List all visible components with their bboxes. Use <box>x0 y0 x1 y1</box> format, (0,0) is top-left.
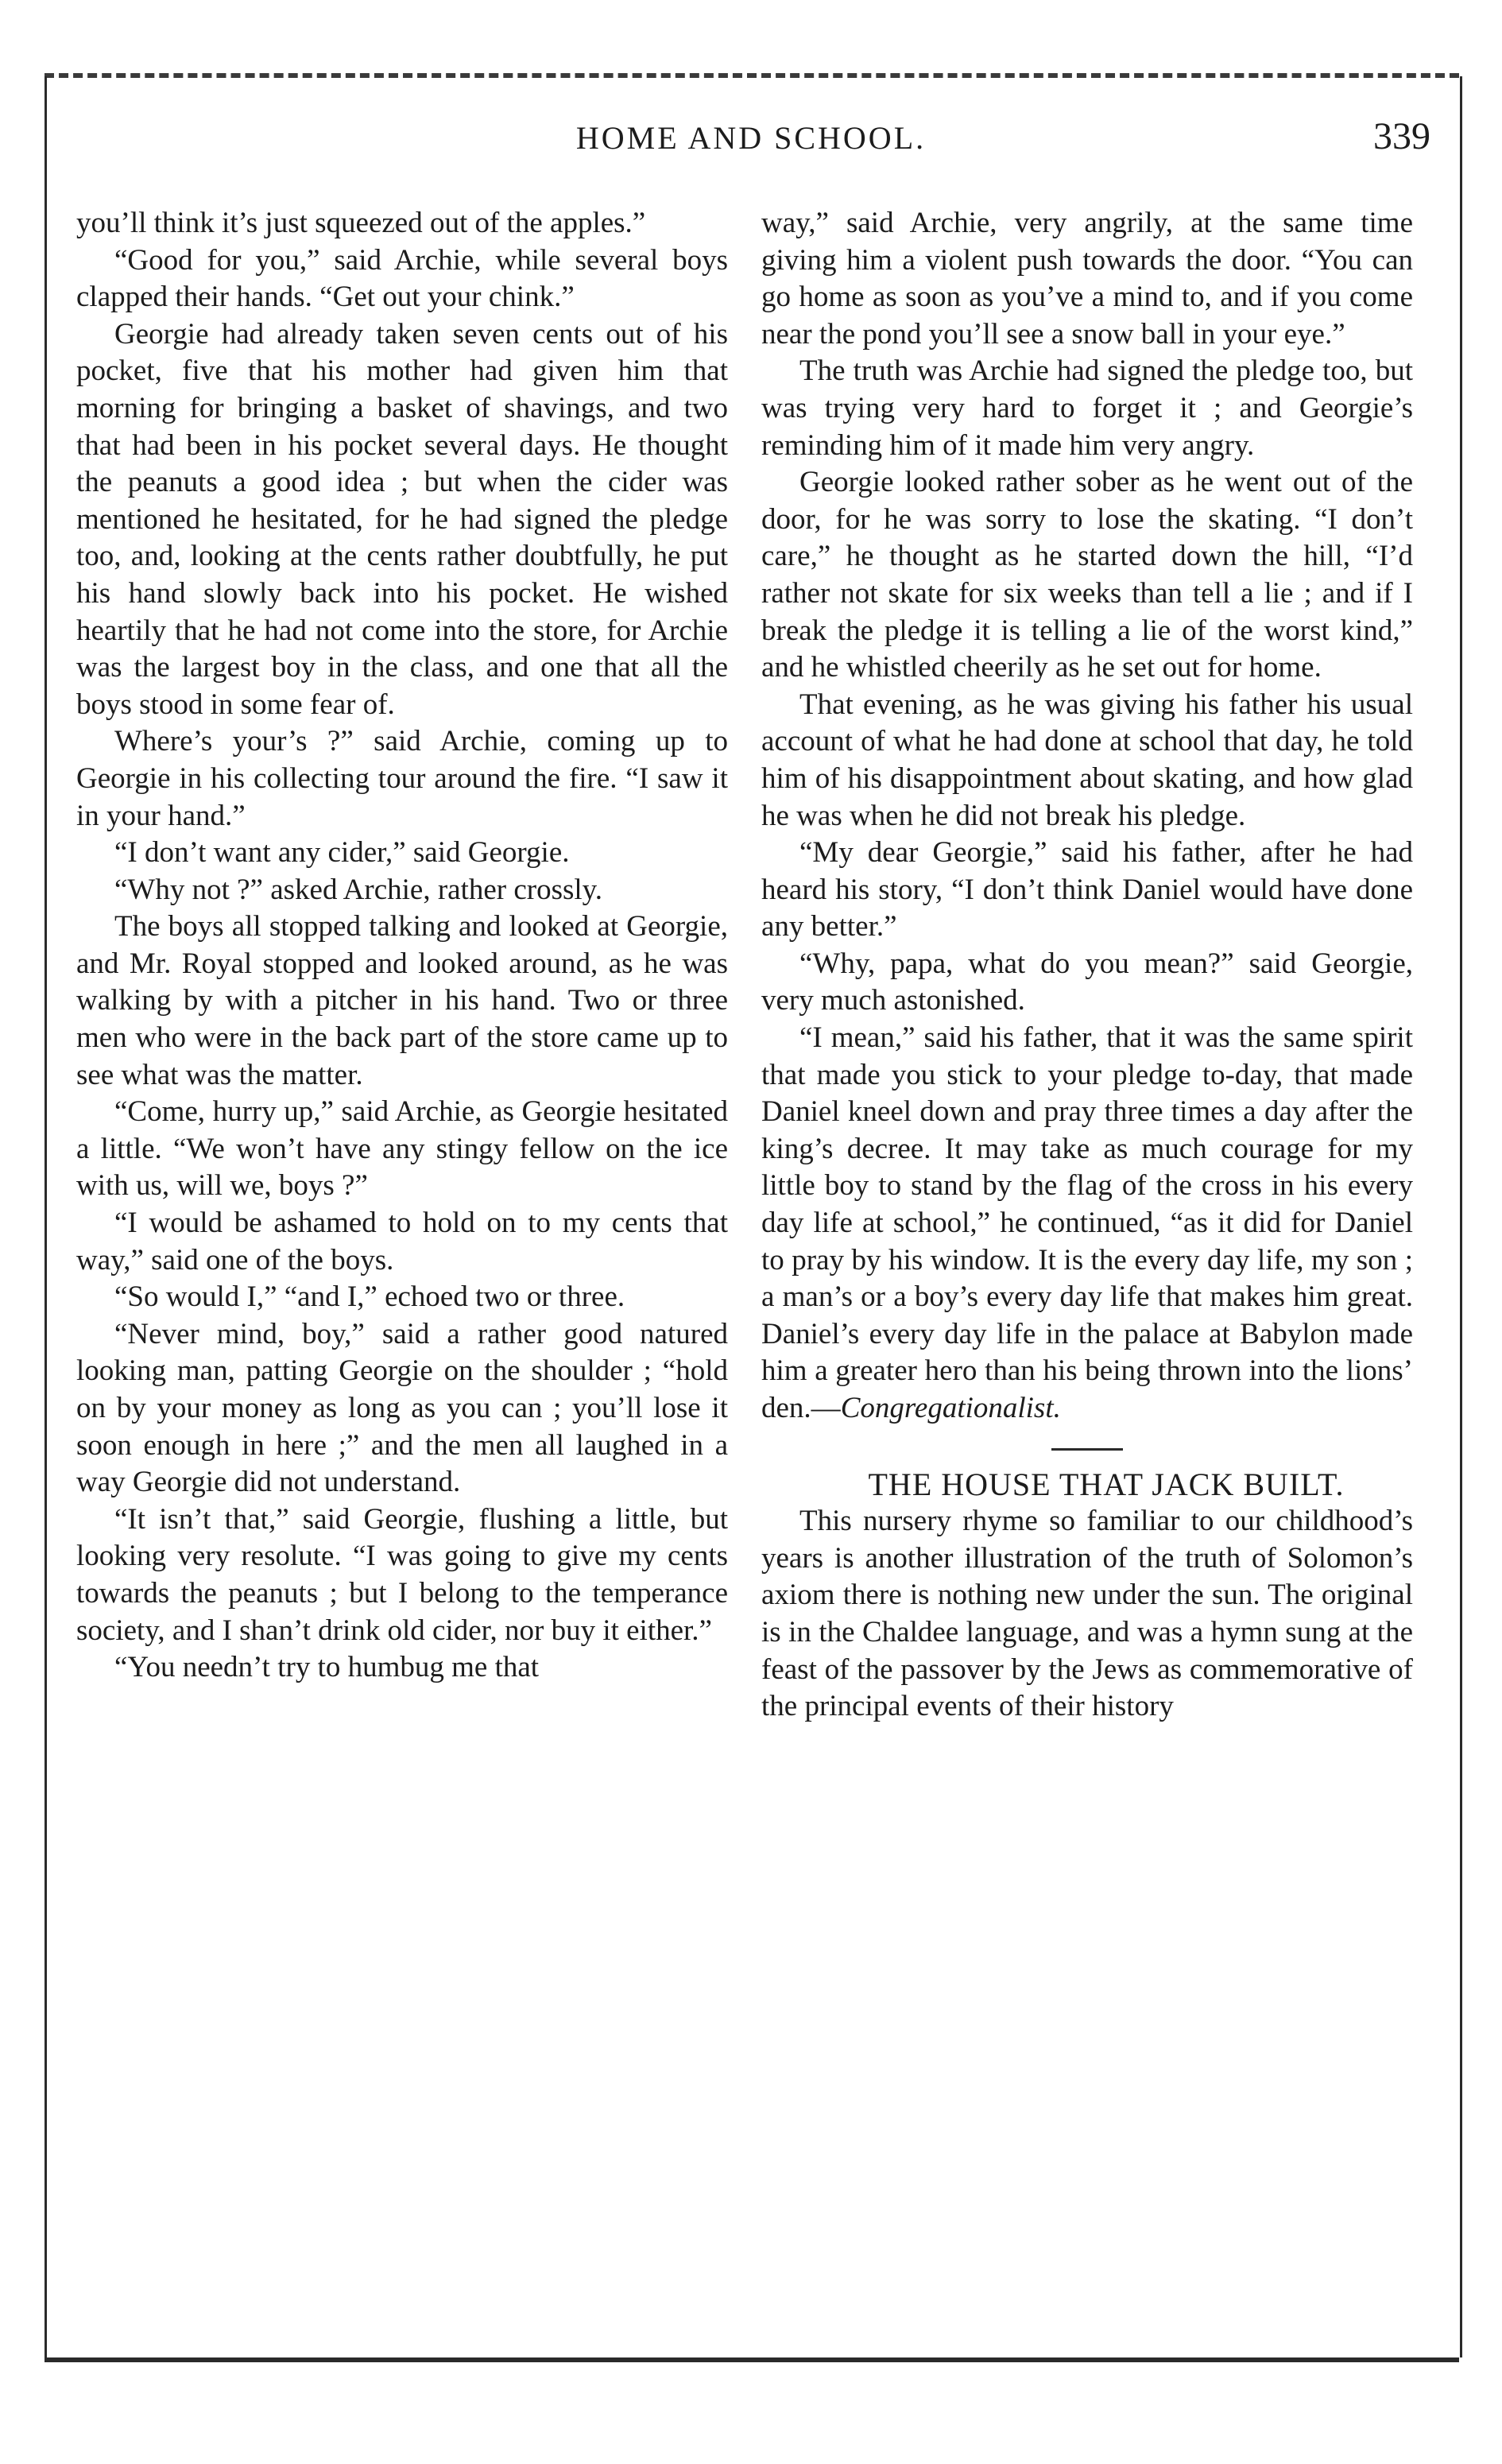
bottom-rule <box>45 2357 1459 2362</box>
paragraph: “Good for you,” said Archie, while several boys clapped their hands. “Get out your chink.” <box>76 243 728 314</box>
paragraph: This nursery rhyme so familiar to our childhood’s years is another illustration of the truth of Solomon’s axiom there is nothing new under the sun. The original is in the Chaldee language, and was a hymn sung at the feast of the passover by the Jews as commemorative of the principal events of their history <box>761 1505 1413 1723</box>
running-head-title: HOME AND SCHOOL. <box>575 120 927 156</box>
source-signature: Congregationalist. <box>840 1392 1061 1424</box>
paragraph: Georgie looked rather sober as he went out of the door, for he was sorry to lose the skating. “I don’t care,” he thought as he started down the hill, “I’d rather not skate for six weeks than tell a lie ; and if I break the pledge it is telling a lie of the worst kind,” and he whistled cheerily as he set out for home. <box>761 466 1413 684</box>
paragraph: The truth was Archie had signed the pledge too, but was trying very hard to forget it ; and Georgie’s reminding him of it made him very angry. <box>761 354 1413 462</box>
paragraph: “You needn’t try to humbug me that <box>114 1651 540 1684</box>
paragraph: “So would I,” “and I,” echoed two or three. <box>114 1280 625 1314</box>
paragraph: That evening, as he was giving his father his usual account of what he had done at school that day, he told him of his disappointment about skating, and how glad he was when he did not break his pledge. <box>761 688 1413 832</box>
paragraph: “Never mind, boy,” said a rather good natured looking man, patting Georgie on the shoulder ; “hold on by your money as long as you can ; you’ll lose it soon enough in here ;” and the men all laughed in a way Georgie did not understand. <box>76 1317 728 1499</box>
paragraph: “Why, papa, what do you mean?” said Georgie, very much astonished. <box>761 947 1413 1017</box>
paragraph: The boys all stopped talking and looked at Georgie, and Mr. Royal stopped and looked around, as he was walking by with a pitcher in his hand. Two or three men who were in the back part of the store came up to see what was the matter. <box>76 910 728 1091</box>
section-heading: THE HOUSE THAT JACK BUILT. <box>868 1466 1345 1502</box>
paragraph: Where’s your’s ?” said Archie, coming up to Georgie in his collecting tour around the fire. “I saw it in your hand.” <box>76 725 728 832</box>
paragraph-with-signature <box>761 1020 1413 1428</box>
paragraph-text: “I mean,” said his father, that it was the same spirit that made you stick to your pledge to-day, that made Daniel kneel down and pray three times a day after the king’s decree. It may take as much courage for my little boy to stand by the flag of the cross in his every day life at school,” he continued, “as it did for Daniel to pray by his window. It is the every day life, my son ; a man’s or a boy’s every day life that makes him great. Daniel’s every day life in the palace at Babylon made him a greater hero than his being thrown into the lions’ den.— <box>761 1021 1413 1424</box>
paragraph: Georgie had already taken seven cents out of his pocket, five that his mother had given him that morning for bringing a basket of shavings, and two that had been in his pocket several days. He thought the peanuts a good idea ; but when the cider was mentioned he hesitated, for he had signed the pledge too, and, looking at the cents rather doubtfully, he put his hand slowly back into his pocket. He wished heartily that he had not come into the store, for Archie was the largest boy in the class, and one that all the boys stood in some fear of. <box>76 317 728 721</box>
section-divider <box>1051 1448 1123 1451</box>
paragraph: way,” said Archie, very angrily, at the same time giving him a violent push towards the door. “You can go home as soon as you’ve a mind to, and if you come near the pond you’ll see a snow ball in your eye.” <box>761 207 1413 351</box>
running-head <box>72 115 1430 183</box>
left-column <box>76 205 728 1687</box>
paragraph: “It isn’t that,” said Georgie, flushing a little, but looking very resolute. “I was going to give my cents towards the peanuts ; but I belong to the temperance society, and I shan’t drink old cider, nor buy it either.” <box>76 1502 728 1647</box>
paragraph: “Why not ?” asked Archie, rather crossly. <box>114 873 603 906</box>
paragraph: “I would be ashamed to hold on to my cents that way,” said one of the boys. <box>76 1207 728 1277</box>
paragraph: “Come, hurry up,” said Archie, as Georgie hesitated a little. “We won’t have any stingy fellow on the ice with us, will we, boys ?” <box>76 1095 728 1203</box>
page-number: 339 <box>1373 115 1430 157</box>
paragraph: “My dear Georgie,” said his father, after he had heard his story, “I don’t think Daniel would have done any better.” <box>761 836 1413 943</box>
paragraph: “I don’t want any cider,” said Georgie. <box>114 836 570 870</box>
paragraph: you’ll think it’s just squeezed out of the apples.” <box>76 207 646 239</box>
right-column <box>761 205 1413 1726</box>
